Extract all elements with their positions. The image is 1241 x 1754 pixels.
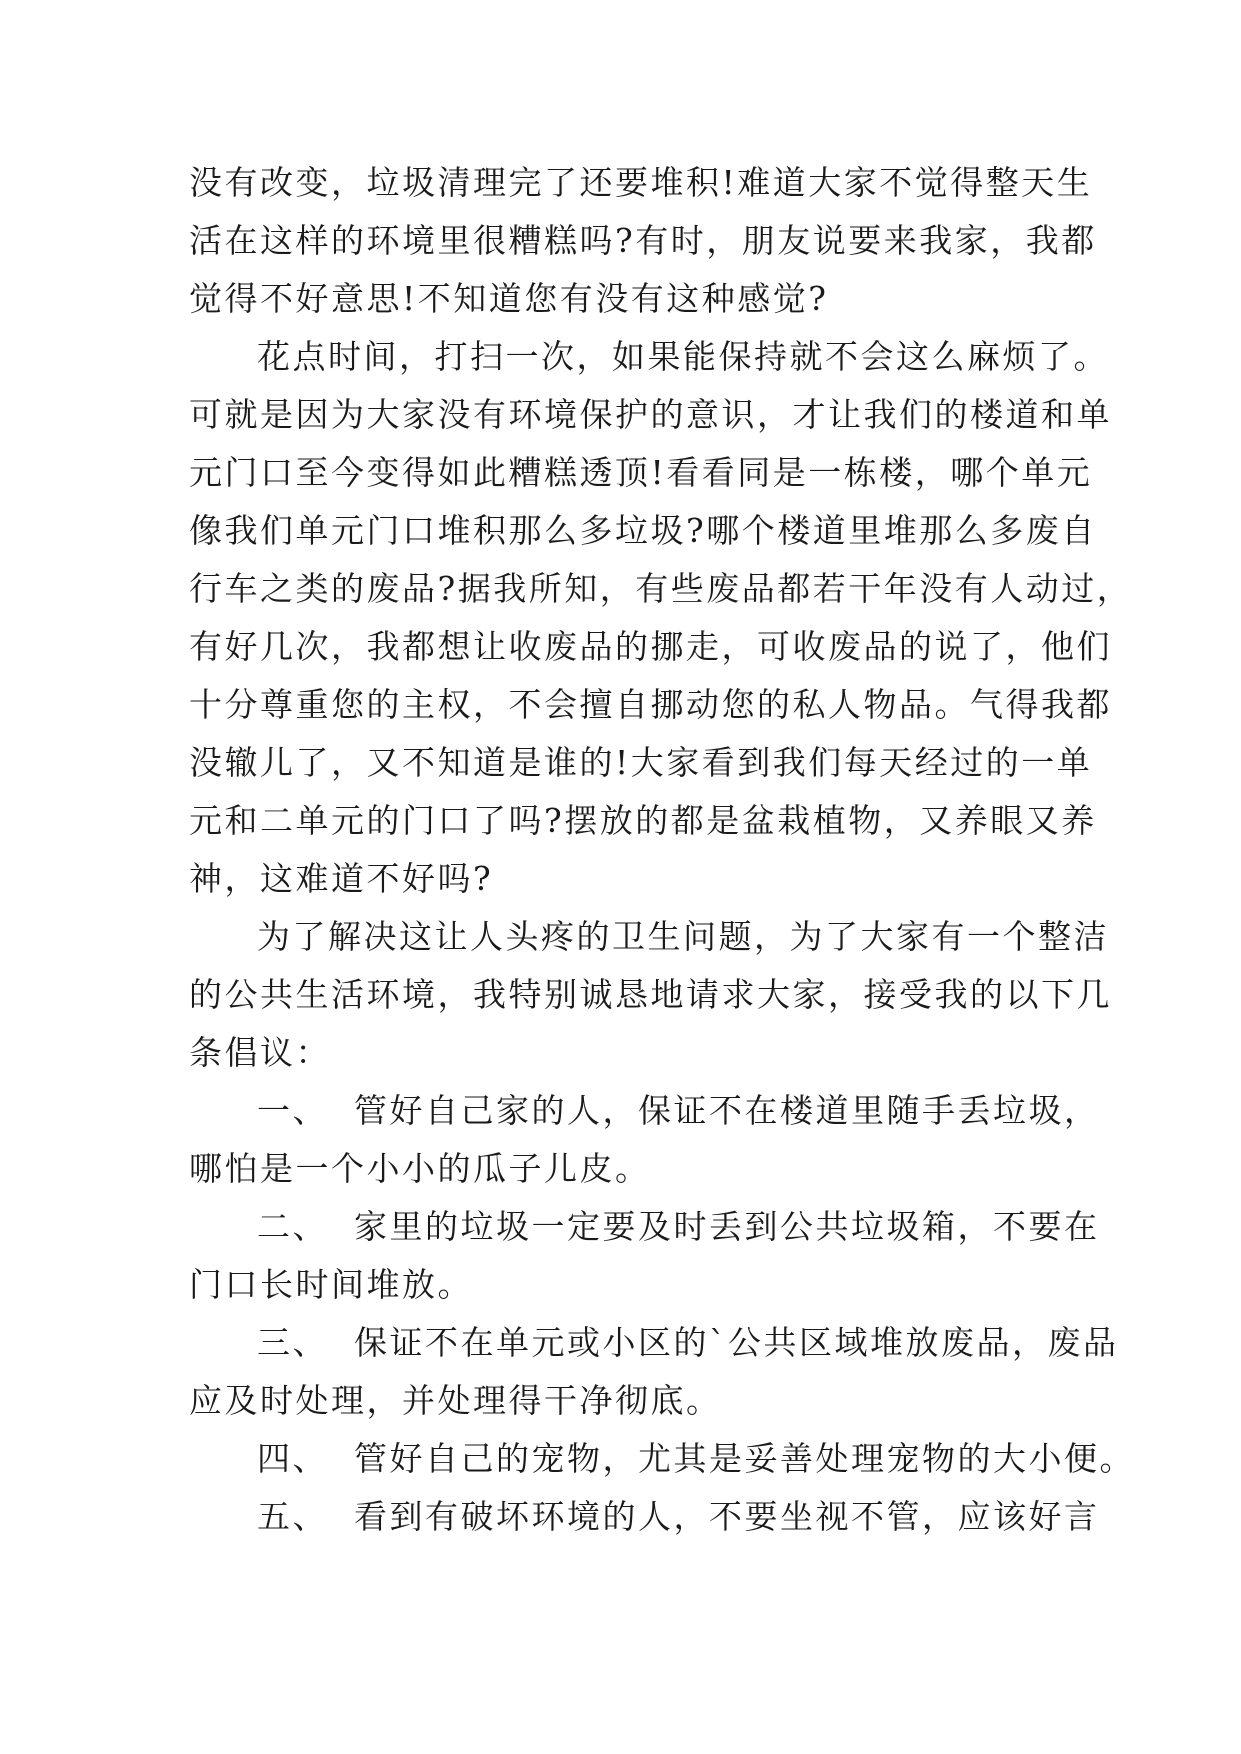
text-line: 神，这难道不好吗? (189, 859, 494, 898)
text-line: 行车之类的废品?据我所知，有些废品都若干年没有人动过， (189, 569, 1133, 608)
paragraph-1 (189, 154, 1097, 328)
text-line: 元和二单元的门口了吗?摆放的都是盆栽植物，又养眼又养 (189, 801, 1097, 840)
text-line: 没辙儿了，又不知道是谁的!大家看到我们每天经过的一单 (189, 743, 1093, 782)
proposal-item-4 (189, 1430, 1135, 1488)
text-line: 没有改变，垃圾清理完了还要堆积!难道大家不觉得整天生 (189, 163, 1093, 202)
body-text (189, 154, 1135, 1546)
text-line: 二、 家里的垃圾一定要及时丢到公共垃圾箱，不要在 (257, 1207, 1100, 1246)
text-line: 花点时间，打扫一次，如果能保持就不会这么麻烦了。 (257, 337, 1109, 376)
proposal-item-3 (189, 1314, 1119, 1430)
text-line: 条倡议： (189, 1033, 331, 1072)
text-line: 可就是因为大家没有环境保护的意识，才让我们的楼道和单 (189, 395, 1112, 434)
proposal-item-2 (189, 1198, 1100, 1314)
paragraph-3 (189, 908, 1112, 1082)
text-line: 觉得不好意思!不知道您有没有这种感觉? (189, 279, 829, 318)
text-line: 为了解决这让人头疼的卫生问题，为了大家有一个整洁 (257, 917, 1109, 956)
text-line: 元门口至今变得如此糟糕透顶!看看同是一栋楼，哪个单元 (189, 453, 1093, 492)
paragraph-2 (189, 328, 1133, 908)
text-line: 十分尊重您的主权，不会擅自挪动您的私人物品。气得我都 (189, 685, 1112, 724)
text-line: 的公共生活环境，我特别诚恳地请求大家，接受我的以下几 (189, 975, 1112, 1014)
text-line: 一、 管好自己家的人，保证不在楼道里随手丢垃圾， (257, 1091, 1100, 1130)
text-line: 门口长时间堆放。 (189, 1265, 473, 1304)
text-line: 活在这样的环境里很糟糕吗?有时，朋友说要来我家，我都 (189, 221, 1097, 260)
text-line: 哪怕是一个小小的瓜子儿皮。 (189, 1149, 651, 1188)
text-line: 三、 保证不在单元或小区的`公共区域堆放废品，废品 (257, 1323, 1119, 1362)
text-line: 四、 管好自己的宠物，尤其是妥善处理宠物的大小便。 (257, 1439, 1135, 1478)
text-line: 像我们单元门口堆积那么多垃圾?哪个楼道里堆那么多废自 (189, 511, 1097, 550)
text-line: 五、 看到有破坏环境的人，不要坐视不管，应该好言 (257, 1497, 1100, 1536)
proposal-item-1 (189, 1082, 1100, 1198)
text-line: 应及时处理，并处理得干净彻底。 (189, 1381, 722, 1420)
text-line: 有好几次，我都想让收废品的挪走，可收废品的说了，他们 (189, 627, 1112, 666)
proposal-item-5 (189, 1488, 1100, 1546)
